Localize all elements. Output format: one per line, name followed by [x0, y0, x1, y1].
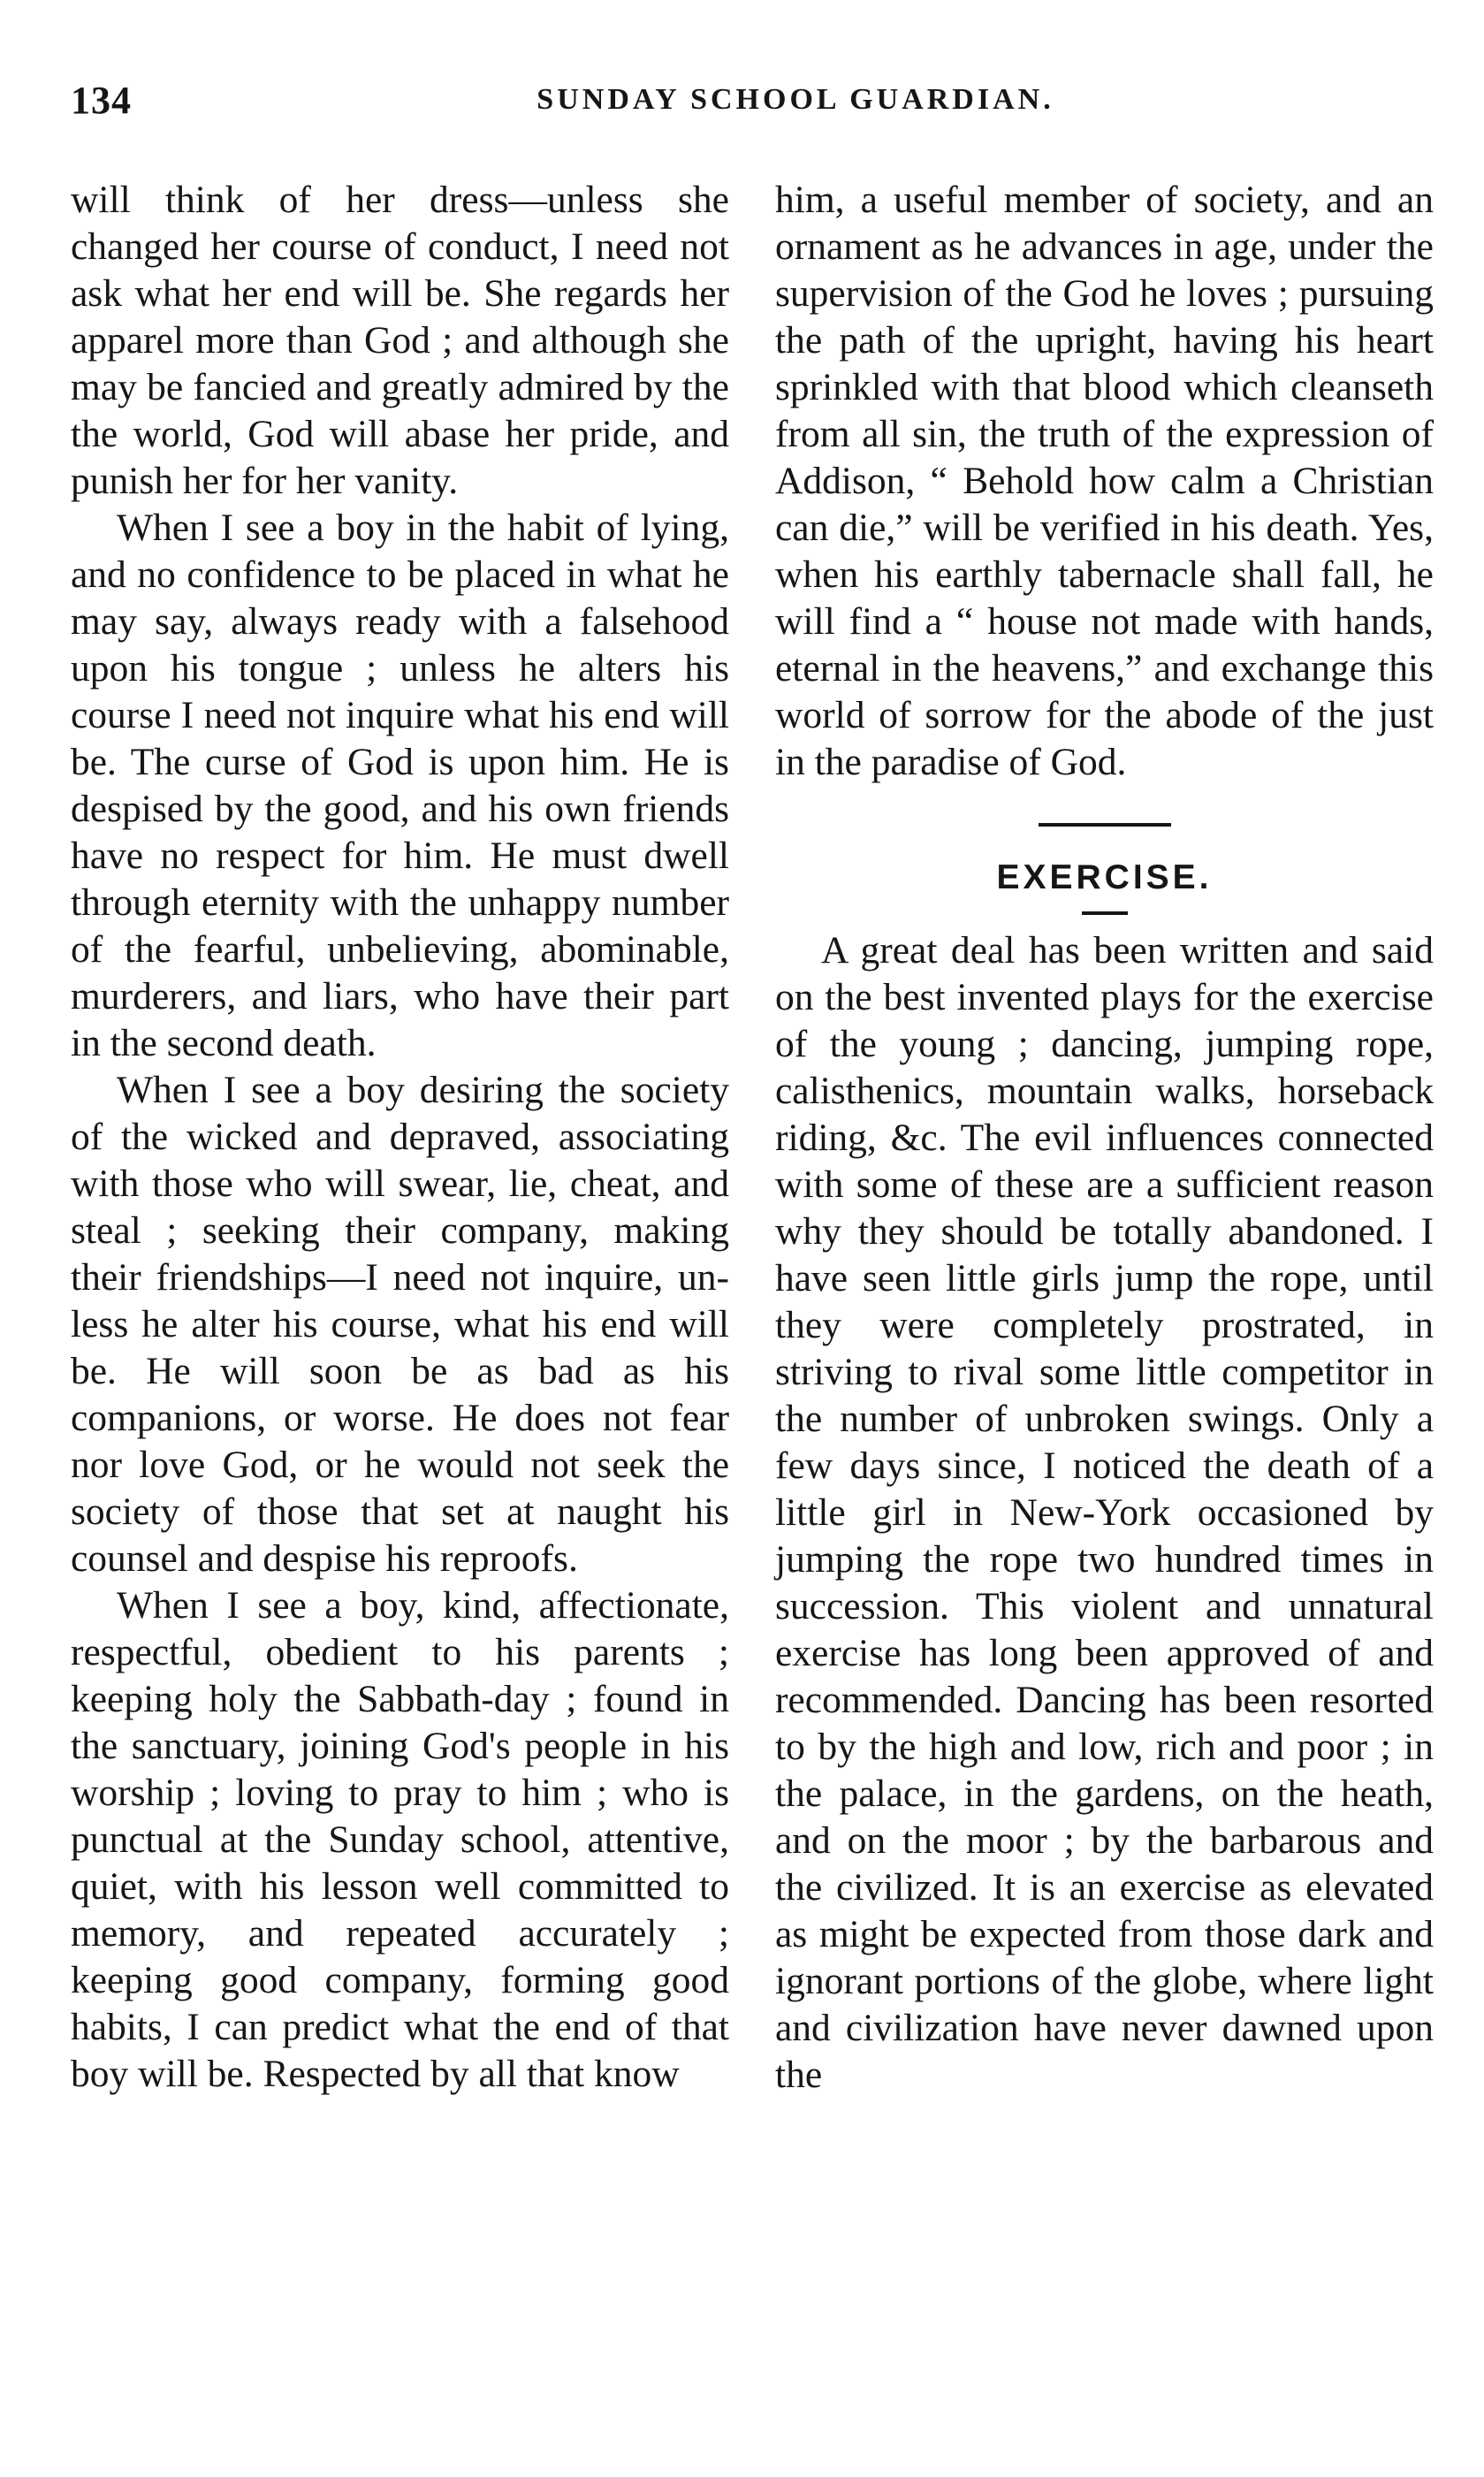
- left-column: [71, 177, 729, 2098]
- body-paragraph: him, a useful member of society, and an ornament as he advances in age, under the supervision of the God he loves ; pursuing the path of the upright, having his heart sprinkled with that blood which cleanseth from all sin, the truth of the expression of Addison, “ Behold how calm a Christian can die,” will be verified in his death. Yes, when his earthly tabernacle shall fall, he will find a “ house not made with hands, eternal in the heavens,” and exchange this world of sorrow for the abode of the just in the paradise of God.: [775, 179, 1434, 783]
- body-paragraph: When I see a boy desiring the society of the wicked and depraved, associating with those who will swear, lie, cheat, and steal ; seeking their company, making their friendships—I need not inquire, unless he alter his course, what his end will be. He will soon be as bad as his companions, or worse. He does not fear nor love God, or he would not seek the society of those that set at naught his counsel and despise his reproofs.: [71, 1069, 729, 1580]
- body-paragraph: will think of her dress—unless she changed her course of conduct, I need not ask what her end will be. She regards her apparel more than God ; and although she may be fancied and greatly admired by the the world, God will abase her pride, and punish her for her vanity.: [71, 179, 729, 502]
- body-paragraph: When I see a boy, kind, affectionate, respectful, obedient to his parents ; keeping holy the Sabbath-day ; found in the sanctuary, joining God's people in his worship ; loving to pray to him ; who is punctual at the Sunday school, attentive, quiet, with his lesson well committed to memory, and repeated accurately ; keeping good company, forming good habits, I can predict what the end of that boy will be. Respected by all that know: [71, 1584, 729, 2095]
- page-header: [71, 78, 1450, 131]
- page-number: 134: [71, 79, 132, 122]
- section-title: EXERCISE.: [996, 858, 1213, 896]
- section-divider: [1039, 823, 1171, 827]
- right-column: [775, 177, 1434, 2099]
- body-paragraph: When I see a boy in the habit of lying, and no confidence to be placed in what he may say, always ready with a falsehood upon his tongue ; unless he alters his course I need not inquire what his end will be. The curse of God is upon him. He is despised by the good, and his own friends have no respect for him. He must dwell through eternity with the unhappy number of the fearful, unbelieving, abominable, murderers, and liars, who have their part in the second death.: [71, 507, 729, 1064]
- body-paragraph: A great deal has been written and said on the best invented plays for the exercise of the young ; dancing, jumping rope, calisthenics, mountain walks, horseback riding, &c. The evil influences connected with some of these are a sufficient reason why they should be totally abandoned. I have seen little girls jump the rope, until they were completely prostrated, in striving to rival some little competitor in the number of unbroken swings. Only a few days since, I noticed the death of a little girl in New-York occasioned by jumping the rope two hundred times in succession. This violent and unnatural exercise has long been approved of and recommended. Dancing has been resorted to by the high and low, rich and poor ; in the palace, in the gardens, on the heath, and on the moor ; by the barbarous and the civilized. It is an exercise as elevated as might be expected from those dark and ignorant portions of the globe, where light and civilization have never dawned upon the: [775, 929, 1434, 2096]
- running-title: SUNDAY SCHOOL GUARDIAN.: [537, 83, 1054, 116]
- title-underline: [1082, 911, 1128, 915]
